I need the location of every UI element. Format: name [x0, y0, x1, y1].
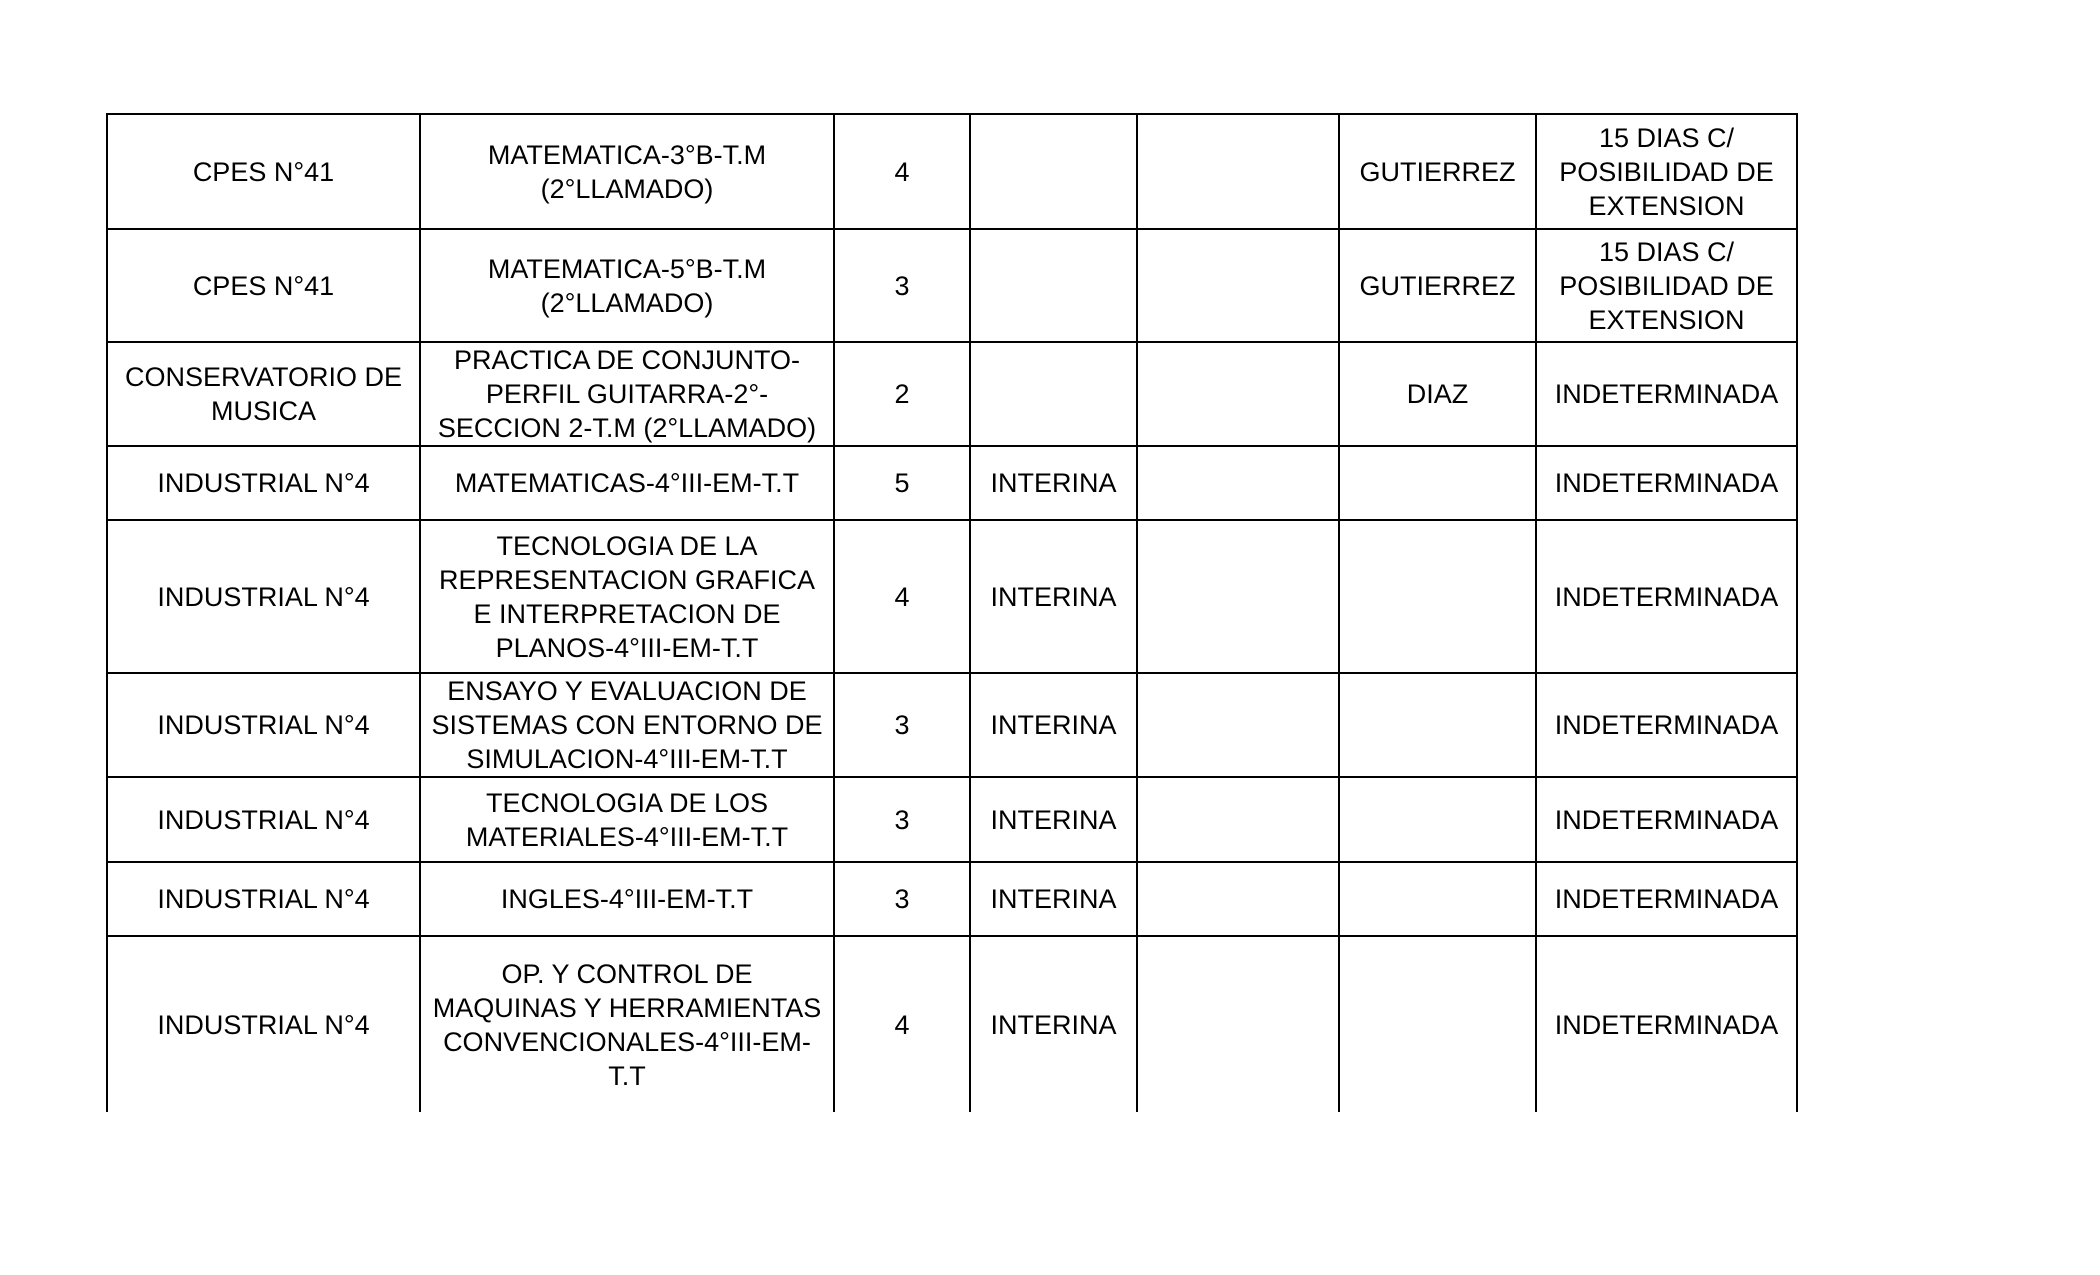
status-cell [970, 446, 1137, 520]
status-cell [970, 936, 1137, 1112]
teacher-name-cell [1339, 520, 1536, 673]
duration-cell-line: INDETERMINADA [1554, 379, 1779, 409]
subject-cell [420, 114, 834, 229]
status-cell-text: INTERINA [990, 581, 1117, 612]
vacancies-table [106, 113, 1798, 1112]
school-cell-line: INDUSTRIAL N°4 [157, 884, 370, 914]
subject-cell-line: PLANOS-4°III-EM-T.T [495, 632, 759, 663]
duration-cell-line: INDETERMINADA [1554, 710, 1779, 740]
hours-cell-text: 3 [894, 270, 910, 301]
duration-cell [1536, 342, 1797, 446]
school-cell-line: INDUSTRIAL N°4 [157, 710, 370, 740]
school-cell-line: INDUSTRIAL N°4 [157, 804, 370, 835]
duration-cell-line: INDETERMINADA [1554, 1009, 1779, 1040]
hours-cell [834, 936, 970, 1112]
empty-cell [1137, 520, 1339, 673]
empty-cell [1137, 777, 1339, 862]
status-cell-text: INTERINA [990, 884, 1117, 914]
teacher-name-cell-text: GUTIERREZ [1359, 270, 1516, 301]
duration-cell-line: 15 DIAS C/ [1598, 236, 1735, 267]
subject-cell-line: TECNOLOGIA DE LOS [485, 787, 769, 818]
duration-cell [1536, 229, 1797, 342]
school-cell [107, 936, 420, 1112]
subject-cell-line: SIMULACION-4°III-EM-T.T [466, 744, 788, 774]
subject-cell-line: MATEMATICA-5°B-T.M [487, 253, 767, 284]
school-cell-line: INDUSTRIAL N°4 [157, 581, 370, 612]
duration-cell [1536, 862, 1797, 936]
subject-cell-line: TECNOLOGIA DE LA [496, 530, 758, 561]
duration-cell [1536, 446, 1797, 520]
empty-cell [1137, 229, 1339, 342]
status-cell [970, 520, 1137, 673]
empty-cell [1137, 114, 1339, 229]
subject-cell-line: E INTERPRETACION DE [473, 598, 781, 629]
duration-cell [1536, 777, 1797, 862]
teacher-name-cell [1339, 777, 1536, 862]
status-cell-text: INTERINA [990, 710, 1117, 740]
status-cell-text: INTERINA [990, 1009, 1117, 1040]
hours-cell [834, 114, 970, 229]
subject-cell-line: SECCION 2-T.M (2°LLAMADO) [437, 413, 817, 443]
subject-cell-line: (2°LLAMADO) [540, 287, 714, 318]
duration-cell-line: POSIBILIDAD DE [1559, 156, 1774, 187]
school-cell-line: CPES N°41 [192, 156, 335, 187]
status-cell [970, 862, 1137, 936]
status-cell [970, 229, 1137, 342]
status-cell-text: INTERINA [990, 468, 1117, 498]
subject-cell [420, 446, 834, 520]
subject-cell-line: T.T [608, 1060, 646, 1091]
subject-cell-line: REPRESENTACION GRAFICA [438, 564, 816, 595]
school-cell [107, 446, 420, 520]
table-row [107, 446, 1797, 520]
status-cell [970, 114, 1137, 229]
table-body [107, 114, 1797, 1112]
empty-cell [1137, 342, 1339, 446]
hours-cell-text: 4 [894, 1009, 910, 1040]
hours-cell [834, 520, 970, 673]
subject-cell-line: MATEMATICA-3°B-T.M [487, 139, 767, 170]
duration-cell-line: INDETERMINADA [1554, 468, 1779, 498]
school-cell-line: INDUSTRIAL N°4 [157, 468, 370, 498]
hours-cell-text: 4 [894, 156, 910, 187]
duration-cell [1536, 114, 1797, 229]
duration-cell-line: INDETERMINADA [1554, 804, 1779, 835]
duration-cell-line: INDETERMINADA [1554, 581, 1779, 612]
duration-cell-line: INDETERMINADA [1554, 884, 1779, 914]
teacher-name-cell [1339, 114, 1536, 229]
teacher-name-cell [1339, 229, 1536, 342]
hours-cell [834, 862, 970, 936]
teacher-name-cell [1339, 673, 1536, 777]
subject-cell-line: INGLES-4°III-EM-T.T [500, 884, 754, 914]
table-row [107, 229, 1797, 342]
table-row [107, 673, 1797, 777]
hours-cell-text: 4 [894, 581, 910, 612]
school-cell [107, 862, 420, 936]
teacher-name-cell [1339, 862, 1536, 936]
subject-cell-line: MATEMATICAS-4°III-EM-T.T [454, 468, 800, 498]
school-cell-line: INDUSTRIAL N°4 [157, 1009, 370, 1040]
teacher-name-cell-text: DIAZ [1406, 379, 1469, 409]
duration-cell [1536, 673, 1797, 777]
subject-cell [420, 229, 834, 342]
hours-cell-text: 3 [894, 710, 910, 740]
hours-cell [834, 777, 970, 862]
status-cell [970, 673, 1137, 777]
subject-cell [420, 936, 834, 1112]
subject-cell-line: (2°LLAMADO) [540, 173, 714, 204]
hours-cell [834, 446, 970, 520]
hours-cell-text: 3 [894, 804, 910, 835]
table-row [107, 520, 1797, 673]
status-cell [970, 777, 1137, 862]
empty-cell [1137, 936, 1339, 1112]
duration-cell-line: EXTENSION [1588, 190, 1745, 221]
subject-cell-line: PERFIL GUITARRA-2°- [485, 379, 769, 409]
school-cell-line: CONSERVATORIO DE [124, 362, 403, 392]
school-cell [107, 342, 420, 446]
subject-cell-line: OP. Y CONTROL DE [501, 958, 753, 989]
subject-cell [420, 342, 834, 446]
hours-cell [834, 229, 970, 342]
subject-cell [420, 520, 834, 673]
duration-cell-line: EXTENSION [1588, 304, 1745, 335]
teacher-name-cell [1339, 936, 1536, 1112]
school-cell [107, 229, 420, 342]
status-cell [970, 342, 1137, 446]
subject-cell-line: MATERIALES-4°III-EM-T.T [465, 821, 789, 852]
duration-cell-line: POSIBILIDAD DE [1559, 270, 1774, 301]
duration-cell [1536, 520, 1797, 673]
hours-cell-text: 2 [894, 379, 910, 409]
table-row [107, 114, 1797, 229]
empty-cell [1137, 862, 1339, 936]
school-cell-line: MUSICA [210, 396, 316, 426]
hours-cell [834, 342, 970, 446]
subject-cell-line: SISTEMAS CON ENTORNO DE [431, 710, 823, 740]
teacher-name-cell [1339, 342, 1536, 446]
status-cell-text: INTERINA [990, 804, 1117, 835]
subject-cell [420, 777, 834, 862]
table-row [107, 862, 1797, 936]
table-row [107, 342, 1797, 446]
school-cell [107, 777, 420, 862]
subject-cell-line: PRACTICA DE CONJUNTO- [453, 345, 801, 375]
duration-cell [1536, 936, 1797, 1112]
school-cell [107, 114, 420, 229]
subject-cell-line: ENSAYO Y EVALUACION DE [447, 676, 807, 706]
school-cell-line: CPES N°41 [192, 270, 335, 301]
table-row [107, 777, 1797, 862]
subject-cell [420, 862, 834, 936]
hours-cell-text: 5 [894, 468, 910, 498]
hours-cell-text: 3 [894, 884, 910, 914]
subject-cell-line: CONVENCIONALES-4°III-EM- [443, 1026, 811, 1057]
subject-cell [420, 673, 834, 777]
school-cell [107, 520, 420, 673]
empty-cell [1137, 446, 1339, 520]
table-row [107, 936, 1797, 1112]
empty-cell [1137, 673, 1339, 777]
teacher-name-cell-text: GUTIERREZ [1359, 156, 1516, 187]
school-cell [107, 673, 420, 777]
hours-cell [834, 673, 970, 777]
subject-cell-line: MAQUINAS Y HERRAMIENTAS [432, 992, 822, 1023]
duration-cell-line: 15 DIAS C/ [1598, 122, 1735, 153]
teacher-name-cell [1339, 446, 1536, 520]
